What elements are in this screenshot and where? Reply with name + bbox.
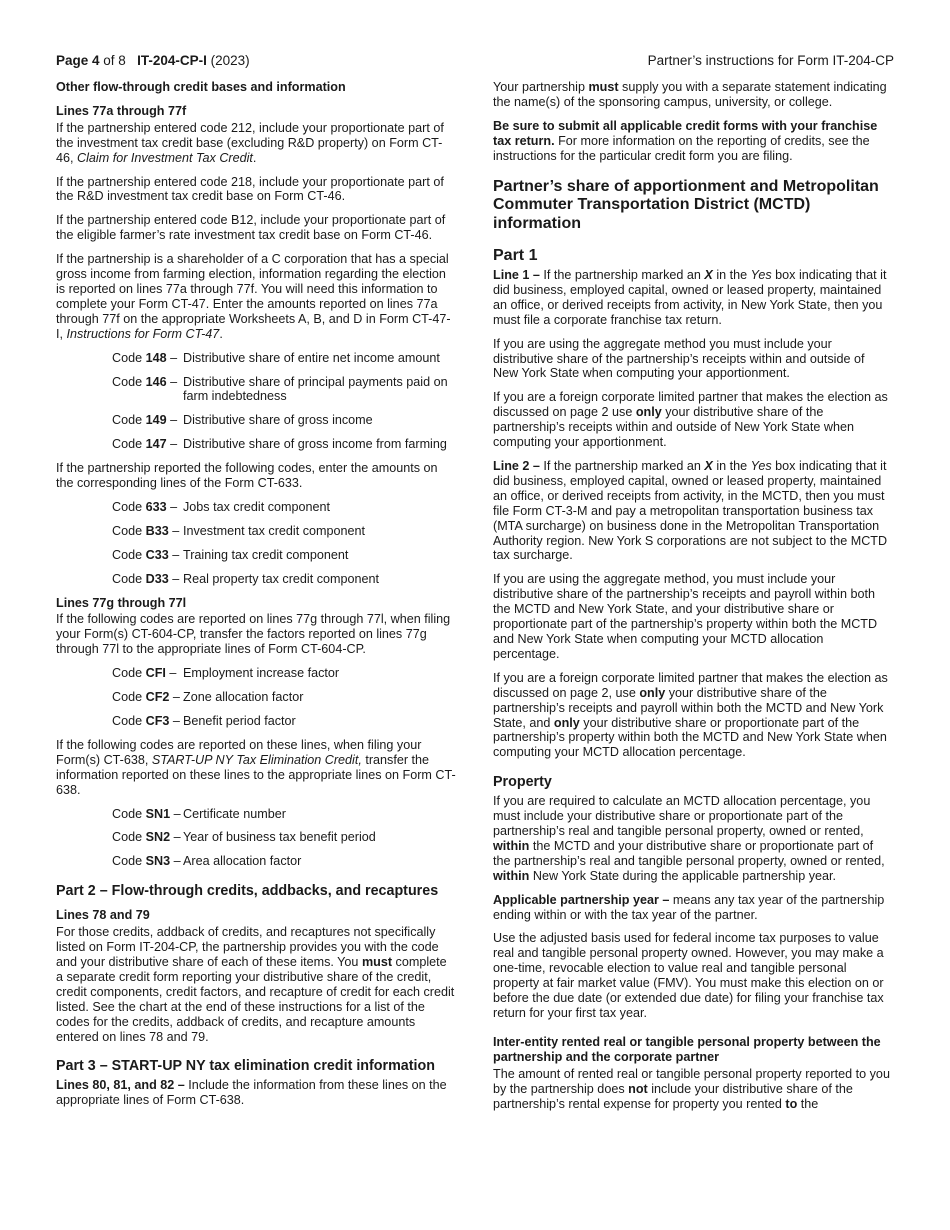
- part3-heading: Part 3 – START-UP NY tax elimination credit information: [56, 1058, 435, 1075]
- paragraph: If the following codes are reported on lines 77g through 77l, when filing your Form(s) CT-604-CP, transfer the factors reported on lines 77g through 77l to the appropriate lines of Form CT-604-CP.: [56, 612, 451, 657]
- paragraph: If you are using the aggregate method you must include your distributive share of the partnership’s receipts within and outside of New York State when computing your apportionment.: [493, 336, 865, 381]
- part1-heading: Part 1: [493, 247, 538, 265]
- code-item: Code 149 –Distributive share of gross income: [112, 413, 373, 428]
- form-id: IT-204-CP-I: [137, 53, 207, 68]
- paragraph: Applicable partnership year – means any tax year of the partnership ending within or with the tax year of the partner.: [493, 892, 885, 922]
- paragraph: If the partnership entered code 218, include your proportionate part of the R&D investment tax credit base on Form CT-46.: [56, 174, 444, 204]
- page-number: Page 4 of 8 IT-204-CP-I (2023): [56, 53, 250, 68]
- paragraph: If the partnership entered code 212, include your proportionate part of the investment tax credit base (excluding R&D property) on Form CT-46, Claim for Investment Tax Credit.: [56, 120, 444, 165]
- code-item: Code CF2 –Zone allocation factor: [112, 690, 304, 705]
- paragraph: Be sure to submit all applicable credit forms with your franchise tax return. For more information on the reporting of credits, see the instructions for the particular credit form you are filing.: [493, 118, 878, 163]
- right-column: [493, 80, 893, 1120]
- code-item: Code 146 –Distributive share of principal payments paid on farm indebtedness: [112, 374, 448, 404]
- page-title: Partner’s instructions for Form IT-204-CP: [647, 53, 894, 68]
- paragraph: Lines 80, 81, and 82 – Include the information from these lines on the appropriate lines of Form CT-638.: [56, 1078, 447, 1108]
- section-heading: Other flow-through credit bases and information: [56, 80, 346, 94]
- code-item: Code D33 –Real property tax credit component: [112, 571, 380, 586]
- paragraph: Line 2 – If the partnership marked an X in the Yes box indicating that it did business, employed capital, owned or leased property, maintained an office, or derived receipts from activity, in the MCTD, then you must file Form CT-3-M and pay a metropolitan transportation business tax (MTA surcharge) on business done in the Metropolitan Transportation Authority region. New York S corporations are not subject to the MCTD tax surcharge.: [493, 459, 888, 563]
- paragraph: The amount of rented real or tangible personal property reported to you by the partnership does not include your distributive share of the partnership’s rental expense for property you rented to the: [493, 1066, 890, 1111]
- code-item: Code C33 –Training tax credit component: [112, 547, 349, 562]
- paragraph: Use the adjusted basis used for federal income tax purposes to value real and tangible personal property owned. However, you may make a one-time, revocable election to value real and tangible personal property at fair market value (FMV). You must make this election on or before the due date (or extended due date) for filing your franchise tax return for your first tax year.: [493, 931, 884, 1020]
- paragraph: Line 1 – If the partnership marked an X in the Yes box indicating that it did business, employed capital, owned or leased property, maintained an office, or derived receipts from activity, in New York State, then you must file a corporate franchise tax return.: [493, 268, 887, 327]
- code-item: Code 148 –Distributive share of entire net income amount: [112, 350, 440, 365]
- code-item: Code 633 –Jobs tax credit component: [112, 499, 331, 514]
- subsection-heading: Lines 78 and 79: [56, 908, 150, 923]
- code-item: Code SN3 –Area allocation factor: [112, 854, 302, 869]
- page-header: [56, 53, 894, 73]
- subsection-heading: Lines 77g through 77l: [56, 595, 187, 610]
- code-item: Code SN2 –Year of business tax benefit period: [112, 830, 376, 845]
- code-item: Code CFI –Employment increase factor: [112, 666, 340, 681]
- paragraph: Your partnership must supply you with a separate statement indicating the name(s) of the sponsoring campus, university, or college.: [493, 80, 887, 109]
- paragraph: If you are required to calculate an MCTD allocation percentage, you must include your distributive share or proportionate part of the partnership’s real and tangible personal property, owned or rented, within the MCTD and your distributive share or proportionate part of the partnership’s real and tangible personal property, owned or rented, within New York State during the applicable partnership year.: [493, 794, 885, 883]
- paragraph: If the following codes are reported on these lines, when filing your Form(s) CT-638, START-UP NY Tax Elimination Credit, transfer the information reported on these lines to the appropriate lines on Form CT-638.: [56, 737, 456, 797]
- code-item: Code CF3 –Benefit period factor: [112, 714, 296, 728]
- paragraph: If you are using the aggregate method, you must include your distributive share of the partnership’s receipts and payroll within both the MCTD and New York State, and your distributive share or proportionate part of the partnership’s property within both the MCTD and New York State when computing your MCTD allocation percentage.: [493, 572, 878, 661]
- left-column: [56, 80, 456, 1117]
- code-item: Code SN1 –Certificate number: [112, 806, 286, 821]
- property-heading: Property: [493, 774, 552, 791]
- paragraph: For those credits, addback of credits, and recaptures not specifically listed on Form IT-204-CP, the partnership provides you with the code and your distributive share of each of these items. You must complete a separate credit form reporting your distributive share of the credit, credit components, credit factors, and recapture of credit for each credit listed. See the chart at the end of these instructions for a list of the codes for the credits, addback of credits, and recapture amounts entered on lines 78 and 79.: [56, 925, 455, 1044]
- code-item: Code B33 –Investment tax credit component: [112, 523, 366, 538]
- apportionment-heading: Partner’s share of apportionment and Metropolitan Commuter Transportation District (MCTD) information: [493, 177, 879, 232]
- paragraph: If you are a foreign corporate limited partner that makes the election as discussed on page 2 use only your distributive share of the partnership’s receipts within and outside of New York State when computing your apportionment.: [493, 390, 888, 450]
- paragraph: If you are a foreign corporate limited partner that makes the election as discussed on page 2, use only your distributive share of the partnership’s receipts and payroll within both the MCTD and New York State, and only your distributive share or proportionate part of the partnership’s property within both the MCTD and New York State when computing your MCTD allocation percentage.: [493, 670, 888, 760]
- code-item: Code 147 –Distributive share of gross income from farming: [112, 437, 447, 452]
- paragraph: If the partnership reported the following codes, enter the amounts on the corresponding lines of the Form CT-633.: [56, 461, 438, 491]
- paragraph: If the partnership entered code B12, include your proportionate part of the eligible farmer’s rate investment tax credit base on Form CT-46.: [56, 213, 446, 243]
- inter-entity-heading: Inter-entity rented real or tangible personal property between the partnership and the corporate partner: [493, 1034, 881, 1064]
- subsection-heading: Lines 77a through 77f: [56, 103, 187, 118]
- paragraph: If the partnership is a shareholder of a C corporation that has a special gross income from farming election, information regarding the election is reported on lines 77a through 77f. You will need this information to complete your Form CT-47. Enter the amounts reported on lines 77a through 77f on the appropriate Worksheets A, B, and D in Form CT-47-I, Instructions for Form CT-47.: [56, 252, 451, 341]
- part2-heading: Part 2 – Flow-through credits, addbacks, and recaptures: [56, 883, 439, 900]
